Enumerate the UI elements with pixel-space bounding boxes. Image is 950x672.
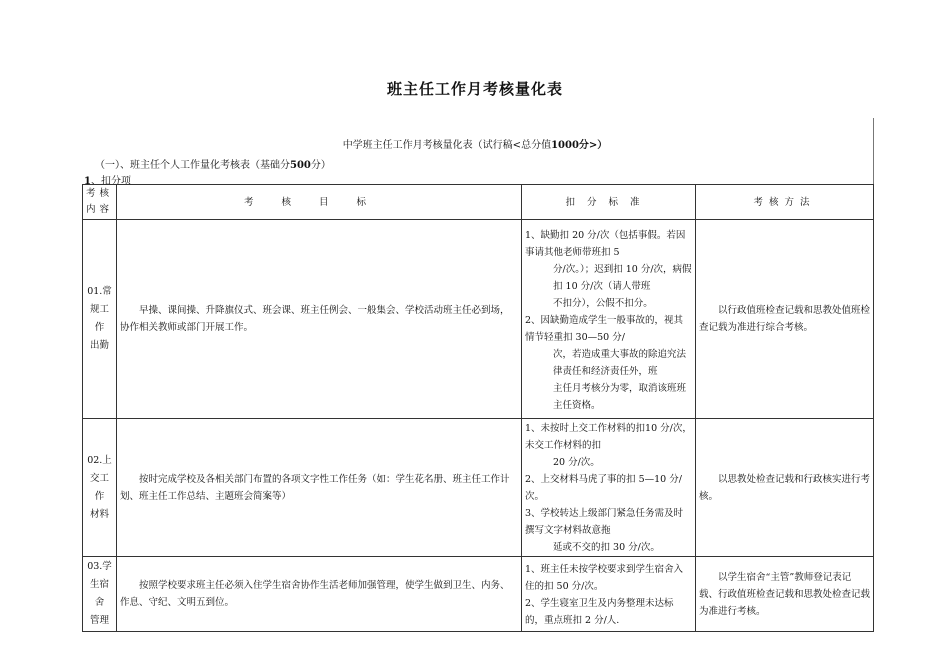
table-subtitle <box>0 136 950 151</box>
standard-line: 不扣分），公假不扣分。 <box>553 297 653 309</box>
row-item-cell: 02.上 交工作 材料 <box>83 419 117 557</box>
standard-line: 1、缺勤扣 20 分/次（包括事假。若因事请其他老师带班扣 5 <box>525 229 686 258</box>
section-suffix: 分） <box>310 160 331 171</box>
row-method-cell: 以思教处检查记载和行政核实进行考核。 <box>696 419 874 557</box>
table-header-row <box>83 185 874 220</box>
table-row <box>83 557 874 632</box>
row-method-cell: 以行政值班检查记载和思教处值班检查记载为准进行综合考核。 <box>696 220 874 419</box>
section-score: 500 <box>290 160 311 171</box>
subtitle-score: 1000 <box>551 140 579 151</box>
section-prefix: （一）、班主任个人工作量化考核表（基础分 <box>95 160 290 171</box>
header-method: 考核方法 <box>696 185 874 220</box>
standard-line: 2、上交材料马虎了事的扣 5—10 分/次。 <box>525 474 682 502</box>
subtitle-prefix: 中学班主任工作月考核量化表（试行稿<总分值 <box>342 140 552 151</box>
row-standard-cell <box>522 419 696 557</box>
row-item-cell: 03.学 生宿舍 管理 <box>83 557 117 632</box>
standard-line: 2、因缺勤造成学生一般事故的，视其情节轻重扣 30—50 分/ <box>525 314 684 343</box>
table-row <box>83 220 874 419</box>
standard-line: 主任月考核分为零，取消该班班主任资格。 <box>553 382 687 411</box>
section-heading <box>95 156 331 171</box>
standard-line: 1、未按时上交工作材料的扣10 分/次，未交工作材料的扣 <box>525 423 692 451</box>
standard-line: 3、学校转达上级部门紧急任务需及时撰写文字材料故意拖 <box>525 508 684 536</box>
row-item-cell: 01.常 规工作 出勤 <box>83 220 117 419</box>
standard-line: 1、班主任未按学校要求到学生宿舍入住的扣 50 分/次。 <box>525 564 684 592</box>
standard-line: 20 分/次。 <box>553 457 600 468</box>
row-goal-cell: 按照学校要求班主任必须入住学生宿舍协作生活老师加强管理，使学生做到卫生、内务、作息、守纪、文明五到位。 <box>117 557 522 632</box>
standard-line: 延或不交的扣 30 分/次。 <box>553 542 660 553</box>
assessment-table <box>82 184 874 632</box>
standard-line: 2、学生寝室卫生及内务整理未达标的，重点班扣 2 分/人. <box>525 598 674 626</box>
standard-line: 分/次。）；迟到扣 10 分/次，病假扣 10 分/次（请人带班 <box>553 263 692 292</box>
header-standard: 扣分标准 <box>522 185 696 220</box>
header-item: 考核 内容 <box>83 185 117 220</box>
standard-line: 次，若造成重大事故的除追究法律责任和经济责任外，班 <box>553 348 687 377</box>
row-goal-cell: 按时完成学校及各相关部门布置的各项文字性工作任务（如：学生花名册、班主任工作计划、班主任工作总结、主题班会简案等） <box>117 419 522 557</box>
subsection-number: 1 <box>84 176 91 187</box>
subtitle-suffix: 分>） <box>578 140 608 151</box>
row-goal-cell: 早操、课间操、升降旗仪式、班会课、班主任例会、一般集会、学校活动班主任必到场，协作相关教师或部门开展工作。 <box>117 220 522 419</box>
subsection-label: 、扣分项 <box>90 176 131 187</box>
row-standard-cell <box>522 557 696 632</box>
page-edge-line <box>873 118 874 184</box>
document-title: 班主任工作月考核量化表 <box>386 80 563 98</box>
header-goal: 考核目标 <box>117 185 522 220</box>
table-row <box>83 419 874 557</box>
row-standard-cell <box>522 220 696 419</box>
row-method-cell: 以学生宿舍“主管”教师登记表记载、行政值班检查记载和思教处检查记载为准进行考核。 <box>696 557 874 632</box>
